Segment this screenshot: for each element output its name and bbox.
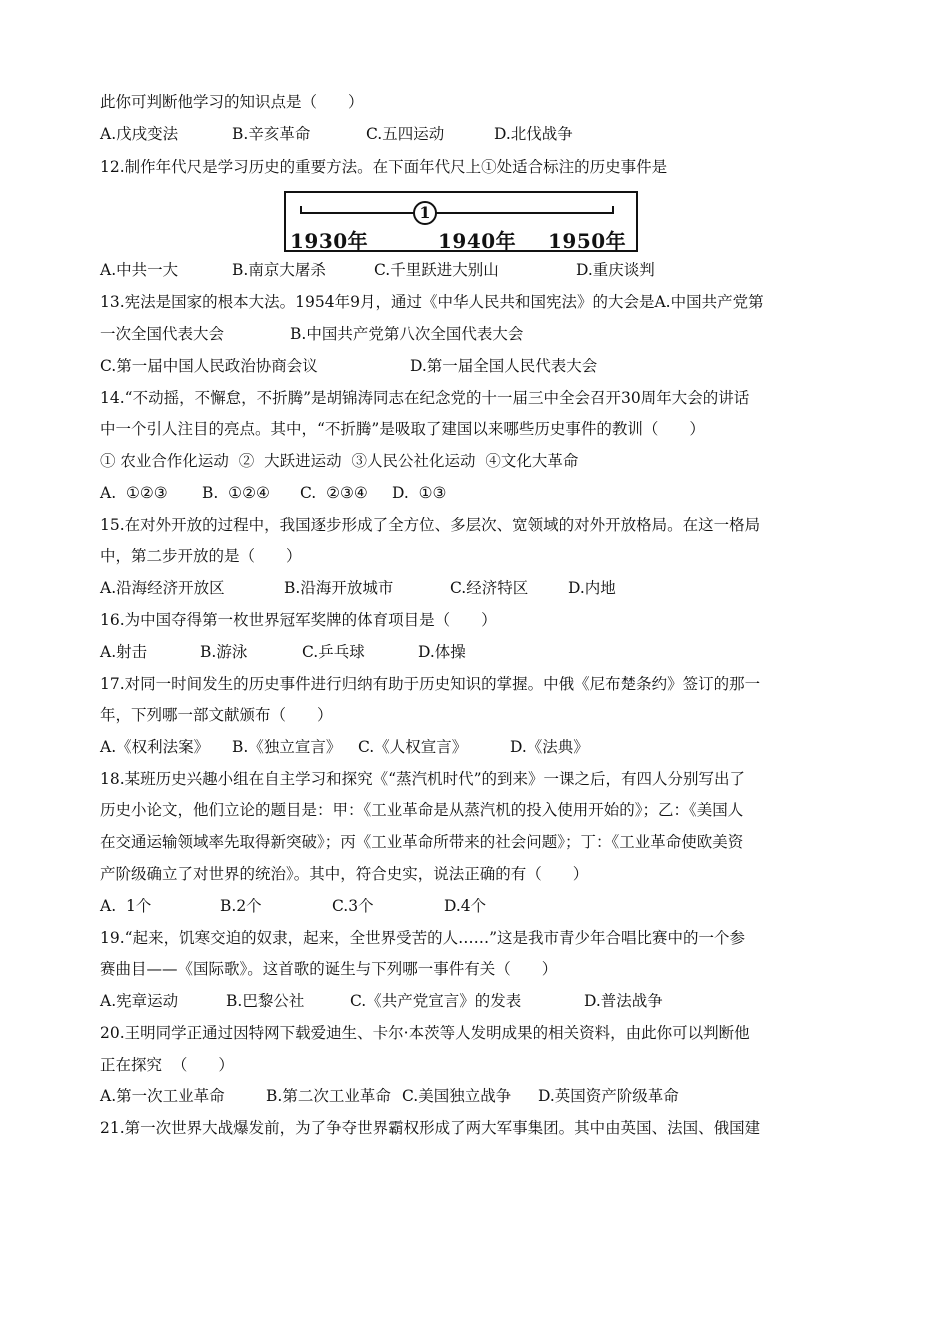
question-18-stem-cont1: 历史小论文，他们立论的题目是：甲：《工业革命是从蒸汽机的投入使用开始的》；乙：《美国人 [100,801,744,819]
q13-option-b: B.中国共产党第八次全国代表大会 [290,325,524,343]
q18-option-d: D.4个 [444,897,487,915]
question-14-stem-cont: 中一个引人注目的亮点。其中，“不折腾”是吸取了建国以来哪些历史事件的教训（ ） [100,420,705,438]
q17-option-b: B.《独立宣言》 [232,738,342,756]
timeline-year-1930: 1930年 [290,229,369,253]
timeline-tick [300,206,302,214]
q18-option-c: C.3个 [332,897,374,915]
q13-option-c: C.第一届中国人民政治协商会议 [100,357,318,375]
q15-option-d: D.内地 [568,579,616,597]
q20-option-d: D.英国资产阶级革命 [538,1087,679,1105]
q14-option-b: B. ①②④ [202,484,270,502]
question-19-stem-cont: 赛曲目——《国际歌》。这首歌的诞生与下列哪一事件有关（ ） [100,960,558,978]
question-14-stem: 14.“不动摇，不懈怠，不折腾”是胡锦涛同志在纪念党的十一届三中全会召开30周年大会的讲话 [100,389,750,407]
q16-option-d: D.体操 [418,643,466,661]
q11-option-a: A.戊戌变法 [100,125,179,143]
q16-option-c: C.乒乓球 [302,643,365,661]
q20-option-b: B.第二次工业革命 [266,1087,391,1105]
question-15-stem-cont: 中，第二步开放的是（ ） [100,547,302,565]
question-17-stem: 17.对同一时间发生的历史事件进行归纳有助于历史知识的掌握。中俄《尼布楚条约》签订的那一 [100,675,761,693]
q16-option-b: B.游泳 [200,643,248,661]
timeline-year-1940: 1940年 [438,229,517,253]
question-19-stem: 19.“起来，饥寒交迫的奴隶，起来，全世界受苦的人……”这是我市青少年合唱比赛中的一个参 [100,929,746,947]
question-14-items: ① 农业合作化运动 ② 大跃进运动 ③人民公社化运动 ④文化大革命 [100,452,579,470]
question-13-stem: 13.宪法是国家的根本大法。1954年9月，通过《中华人民共和国宪法》的大会是A.中国共产党第 [100,293,764,311]
timeline-axis [300,212,612,214]
q14-option-d: D. ①③ [392,484,447,502]
q15-option-a: A.沿海经济开放区 [100,579,225,597]
q19-option-a: A.宪章运动 [100,992,179,1010]
q19-option-c: C.《共产党宣言》的发表 [350,992,522,1010]
question-21-stem: 21.第一次世界大战爆发前，为了争夺世界霸权形成了两大军事集团。其中由英国、法国、俄国建 [100,1119,761,1137]
q19-option-d: D.普法战争 [584,992,663,1010]
timeline-figure [284,191,638,252]
timeline-year-1950: 1950年 [548,229,627,253]
question-18-stem-cont3: 产阶级确立了对世界的统治》。其中，符合史实，说法正确的有（ ） [100,865,589,883]
q20-option-a: A.第一次工业革命 [100,1087,225,1105]
q18-option-b: B.2个 [220,897,262,915]
q12-option-c: C.千里跃进大别山 [374,261,499,279]
q14-option-c: C. ②③④ [300,484,368,502]
q18-option-a: A. 1个 [100,897,152,915]
q17-option-a: A.《权利法案》 [100,738,210,756]
question-12-stem: 12.制作年代尺是学习历史的重要方法。在下面年代尺上①处适合标注的历史事件是 [100,158,668,176]
question-20-stem-cont: 正在探究 （ ） [100,1056,234,1074]
q14-option-a: A. ①②③ [100,484,168,502]
q16-option-a: A.射击 [100,643,148,661]
timeline-tick [612,206,614,214]
q12-option-d: D.重庆谈判 [576,261,655,279]
question-15-stem: 15.在对外开放的过程中，我国逐步形成了全方位、多层次、宽领域的对外开放格局。在这一格局 [100,516,761,534]
question-18-stem-cont2: 在交通运输领域率先取得新突破》；丙《工业革命所带来的社会问题》；丁：《工业革命使欧美资 [100,833,744,851]
q12-option-b: B.南京大屠杀 [232,261,326,279]
q11-option-b: B.辛亥革命 [232,125,311,143]
q11-option-c: C.五四运动 [366,125,445,143]
question-11-stem-tail: 此你可判断他学习的知识点是（ ） [100,93,364,111]
q11-option-d: D.北伐战争 [494,125,573,143]
timeline-marker-1: 1 [413,201,437,225]
question-18-stem: 18.某班历史兴趣小组在自主学习和探究《“蒸汽机时代”的到来》一课之后，有四人分别写出了 [100,770,746,788]
question-20-stem: 20.王明同学正通过因特网下载爱迪生、卡尔·本茨等人发明成果的相关资料，由此你可以判断他 [100,1024,750,1042]
question-13-stem-cont: 一次全国代表大会 [100,325,225,343]
question-16-stem: 16.为中国夺得第一枚世界冠军奖牌的体育项目是（ ） [100,611,497,629]
q20-option-c: C.美国独立战争 [402,1087,512,1105]
q13-option-d: D.第一届全国人民代表大会 [410,357,598,375]
q17-option-d: D.《法典》 [510,738,589,756]
q15-option-b: B.沿海开放城市 [284,579,394,597]
q15-option-c: C.经济特区 [450,579,529,597]
question-17-stem-cont: 年，下列哪一部文献颁布（ ） [100,706,333,724]
q12-option-a: A.中共一大 [100,261,179,279]
q17-option-c: C.《人权宣言》 [358,738,468,756]
q19-option-b: B.巴黎公社 [226,992,305,1010]
